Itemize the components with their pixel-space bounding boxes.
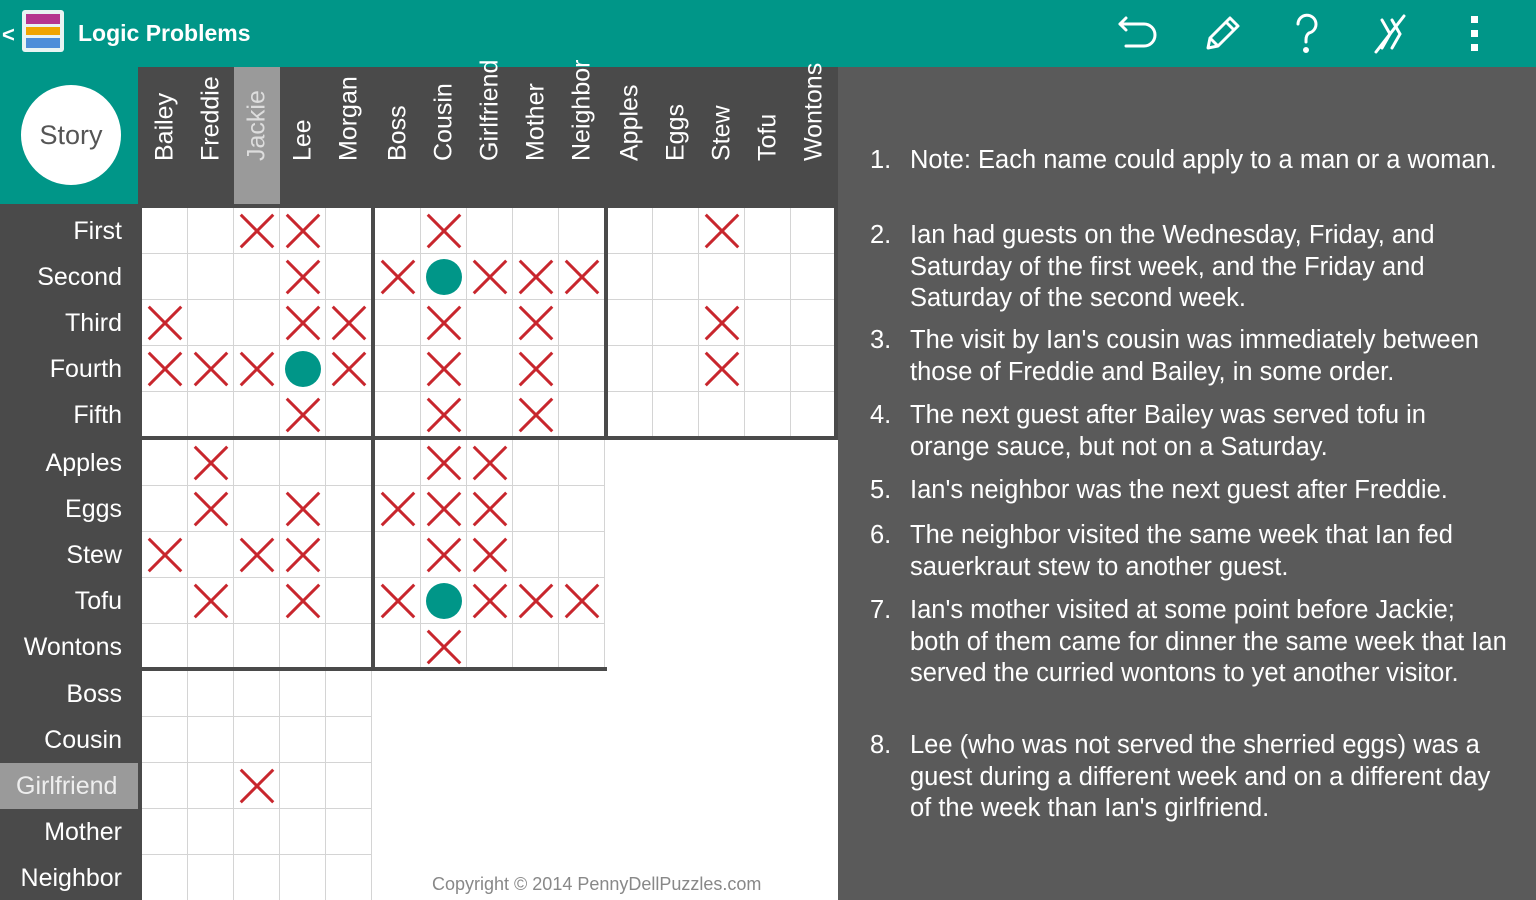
grid-cell[interactable]: [326, 440, 372, 486]
grid-cell[interactable]: [513, 300, 559, 346]
grid-cell[interactable]: [607, 208, 653, 254]
grid-cell[interactable]: [467, 254, 513, 300]
grid-cell[interactable]: [188, 763, 234, 809]
grid-cell[interactable]: [607, 300, 653, 346]
grid-cell[interactable]: [513, 486, 559, 532]
grid-cell[interactable]: [234, 254, 280, 300]
grid-cell[interactable]: [188, 624, 234, 670]
grid-cell[interactable]: [559, 532, 605, 578]
grid-cell[interactable]: [745, 300, 791, 346]
grid-cell[interactable]: [513, 254, 559, 300]
x-mark: [375, 254, 420, 299]
grid-cell[interactable]: [421, 254, 467, 300]
grid-cell[interactable]: [188, 392, 234, 438]
grid-cell[interactable]: [234, 717, 280, 763]
x-mark: [559, 578, 604, 623]
grid-cell[interactable]: [326, 532, 372, 578]
x-mark: [142, 532, 187, 577]
x-mark: [280, 208, 325, 253]
grid-cell[interactable]: [421, 346, 467, 392]
grid-cell[interactable]: [188, 346, 234, 392]
column-header-label: Apples: [615, 84, 644, 161]
grid-cell[interactable]: [699, 346, 745, 392]
clue-text: The next guest after Bailey was served tofu in orange sauce, but not on a Saturday.: [910, 401, 1426, 461]
grid-cell[interactable]: [234, 440, 280, 486]
clue-number: 2.: [870, 221, 892, 249]
x-mark: [234, 208, 279, 253]
grid-cell[interactable]: [653, 254, 699, 300]
grid-cell[interactable]: [559, 578, 605, 624]
column-header-label: Mother: [521, 83, 550, 161]
grid-cell[interactable]: [375, 486, 421, 532]
column-header-girlfriend[interactable]: [467, 59, 513, 208]
grid-cell[interactable]: [513, 578, 559, 624]
column-header-tofu[interactable]: [745, 67, 791, 208]
grid-cell[interactable]: [142, 300, 188, 346]
grid-cell[interactable]: [791, 208, 837, 254]
x-mark: [375, 578, 420, 623]
grid-cell[interactable]: [699, 208, 745, 254]
grid-cell[interactable]: [280, 578, 326, 624]
x-mark: [421, 532, 466, 577]
grid-cell[interactable]: [188, 440, 234, 486]
grid-cell[interactable]: [421, 486, 467, 532]
grid-cell[interactable]: [326, 809, 372, 855]
grid-cell[interactable]: [234, 624, 280, 670]
column-header-label: Bailey: [150, 92, 179, 161]
grid-cell[interactable]: [280, 440, 326, 486]
grid-cell[interactable]: [142, 763, 188, 809]
grid-cell[interactable]: [467, 300, 513, 346]
x-mark: [421, 300, 466, 345]
column-header-label: Morgan: [334, 76, 363, 161]
grid-cell[interactable]: [142, 809, 188, 855]
grid-cell[interactable]: [421, 624, 467, 670]
grid-cell[interactable]: [234, 855, 280, 900]
grid-cell[interactable]: [375, 300, 421, 346]
grid-cell[interactable]: [791, 254, 837, 300]
column-header-label: Cousin: [429, 83, 458, 161]
grid-cell[interactable]: [699, 392, 745, 438]
column-header-label: Girlfriend: [475, 59, 504, 161]
grid-cell[interactable]: [280, 392, 326, 438]
grid-cell[interactable]: [280, 717, 326, 763]
grid-cell[interactable]: [745, 392, 791, 438]
grid-cell[interactable]: [326, 624, 372, 670]
grid-cell[interactable]: [467, 208, 513, 254]
x-mark: [280, 254, 325, 299]
grid-cell[interactable]: [791, 346, 837, 392]
x-mark: [467, 486, 512, 531]
app-logo-icon[interactable]: [22, 10, 64, 52]
grid-cell[interactable]: [513, 532, 559, 578]
column-header-label: Stew: [707, 105, 736, 161]
story-button[interactable]: Story: [21, 85, 121, 185]
row-header-mother[interactable]: Mother: [0, 809, 142, 855]
x-mark: [188, 440, 233, 485]
row-header-cousin[interactable]: Cousin: [0, 717, 142, 763]
grid-cell[interactable]: [142, 578, 188, 624]
grid-cell[interactable]: [375, 208, 421, 254]
column-header-label: Jackie: [242, 90, 271, 161]
app-bar: [0, 0, 1536, 67]
x-mark: [699, 300, 744, 345]
app-title: Logic Problems: [78, 20, 251, 46]
row-header-boss[interactable]: Boss: [0, 671, 142, 717]
grid-cell[interactable]: [234, 486, 280, 532]
grid-cell[interactable]: [188, 486, 234, 532]
grid-cell[interactable]: [326, 671, 372, 717]
x-mark: [699, 208, 744, 253]
clue-text: Lee (who was not served the sherried eggs) was a guest during a different week and on a different day of the week than Ian's girlfriend.: [910, 731, 1491, 822]
grid-cell[interactable]: [234, 346, 280, 392]
grid-cell[interactable]: [280, 671, 326, 717]
clue-text: Note: Each name could apply to a man or a woman.: [910, 146, 1497, 174]
grid-cell[interactable]: [142, 254, 188, 300]
grid-cell[interactable]: [188, 300, 234, 346]
overflow-menu-icon[interactable]: [1452, 10, 1500, 58]
x-mark: [421, 346, 466, 391]
x-mark: [280, 392, 325, 437]
story-area: [0, 67, 142, 208]
grid-cell[interactable]: [326, 486, 372, 532]
column-header-lee[interactable]: [280, 67, 326, 208]
grid-cell[interactable]: [142, 532, 188, 578]
x-mark: [142, 346, 187, 391]
grid-cell[interactable]: [326, 254, 372, 300]
x-mark: [467, 532, 512, 577]
grid-cell[interactable]: [559, 346, 605, 392]
row-header-girlfriend[interactable]: Girlfriend: [0, 763, 142, 809]
clue-number: 6.: [870, 521, 892, 549]
grid-cell[interactable]: [188, 578, 234, 624]
column-header-neighbor[interactable]: [559, 59, 605, 208]
x-mark: [280, 578, 325, 623]
grid-cell[interactable]: [280, 763, 326, 809]
grid-divider: [371, 67, 375, 671]
dot-mark: [426, 259, 462, 295]
grid-cell[interactable]: [142, 346, 188, 392]
row-header-stew[interactable]: Stew: [0, 532, 142, 578]
row-header-apples[interactable]: Apples: [0, 440, 142, 486]
grid-cell[interactable]: [142, 392, 188, 438]
grid-cell[interactable]: [699, 300, 745, 346]
grid-cell[interactable]: [375, 346, 421, 392]
row-header-neighbor[interactable]: Neighbor: [0, 855, 142, 900]
grid-cell[interactable]: [421, 440, 467, 486]
clue-panel: [838, 67, 1536, 900]
help-icon[interactable]: [1283, 10, 1331, 58]
grid-cell[interactable]: [653, 392, 699, 438]
grid-cell[interactable]: [280, 300, 326, 346]
grid-cell[interactable]: [467, 486, 513, 532]
clue-number: 5.: [870, 476, 892, 504]
x-mark: [142, 300, 187, 345]
clue-text: Ian's mother visited at some point before Jackie; both of them came for dinner the same week that Ian served the curried wontons to yet another visitor.: [910, 596, 1507, 687]
grid-cell[interactable]: [745, 208, 791, 254]
grid-cell[interactable]: [559, 392, 605, 438]
grid-cell[interactable]: [421, 208, 467, 254]
grid-cell[interactable]: [188, 254, 234, 300]
clue-text: Ian's neighbor was the next guest after Freddie.: [910, 476, 1448, 504]
column-header-cousin[interactable]: [421, 67, 467, 208]
clue-text: The neighbor visited the same week that Ian fed sauerkraut stew to another guest.: [910, 521, 1453, 581]
grid-cell[interactable]: [559, 300, 605, 346]
grid-cell[interactable]: [142, 671, 188, 717]
grid-cell[interactable]: [375, 624, 421, 670]
x-mark: [234, 532, 279, 577]
undo-icon[interactable]: [1112, 10, 1160, 58]
grid-cell[interactable]: [280, 254, 326, 300]
grid-cell[interactable]: [653, 346, 699, 392]
grid-cell[interactable]: [280, 809, 326, 855]
grid-cell[interactable]: [467, 440, 513, 486]
logic-grid: [0, 59, 838, 900]
copyright-text: Copyright © 2014 PennyDellPuzzles.com: [432, 874, 762, 894]
row-header-first[interactable]: First: [0, 208, 142, 254]
grid-cell[interactable]: [375, 254, 421, 300]
grid-cell[interactable]: [188, 208, 234, 254]
grid-cell[interactable]: [559, 624, 605, 670]
grid-cell[interactable]: [326, 208, 372, 254]
grid-cell[interactable]: [513, 440, 559, 486]
grid-cell[interactable]: [467, 532, 513, 578]
grid-cell[interactable]: [513, 208, 559, 254]
row-header-second[interactable]: Second: [0, 254, 142, 300]
grid-cell[interactable]: [142, 440, 188, 486]
grid-cell[interactable]: [513, 392, 559, 438]
grid-cell[interactable]: [559, 208, 605, 254]
grid-divider: [0, 204, 838, 208]
x-mark: [513, 254, 558, 299]
grid-cell[interactable]: [234, 763, 280, 809]
x-mark: [421, 208, 466, 253]
grid-cell[interactable]: [326, 392, 372, 438]
grid-cell[interactable]: [421, 532, 467, 578]
grid-cell[interactable]: [653, 208, 699, 254]
grid-cell[interactable]: [559, 440, 605, 486]
dot-mark: [285, 351, 321, 387]
column-header-boss[interactable]: [375, 67, 421, 208]
grid-cell[interactable]: [142, 624, 188, 670]
grid-cell[interactable]: [607, 346, 653, 392]
row-header-third[interactable]: Third: [0, 300, 142, 346]
x-mark: [513, 346, 558, 391]
grid-cell[interactable]: [234, 671, 280, 717]
grid-cell[interactable]: [559, 254, 605, 300]
row-header-tofu[interactable]: Tofu: [0, 578, 142, 624]
grid-cell[interactable]: [513, 346, 559, 392]
grid-cell[interactable]: [513, 624, 559, 670]
grid-cell[interactable]: [375, 392, 421, 438]
row-header-wontons[interactable]: Wontons: [0, 624, 142, 670]
x-mark: [513, 392, 558, 437]
grid-cell[interactable]: [421, 578, 467, 624]
grid-cell[interactable]: [188, 532, 234, 578]
x-mark: [326, 300, 371, 345]
grid-cell[interactable]: [791, 300, 837, 346]
grid-cell[interactable]: [280, 532, 326, 578]
grid-cell[interactable]: [234, 532, 280, 578]
x-mark: [559, 254, 604, 299]
grid-divider: [0, 667, 607, 671]
grid-cell[interactable]: [280, 208, 326, 254]
grid-cell[interactable]: [142, 208, 188, 254]
grid-cell[interactable]: [421, 300, 467, 346]
column-header-morgan[interactable]: [326, 67, 372, 208]
grid-cell[interactable]: [280, 855, 326, 900]
column-header-label: Lee: [288, 119, 317, 161]
grid-cell[interactable]: [280, 624, 326, 670]
grid-cell[interactable]: [745, 346, 791, 392]
grid-cell[interactable]: [234, 208, 280, 254]
row-header-eggs[interactable]: Eggs: [0, 486, 142, 532]
clue-number: 8.: [870, 731, 892, 759]
grid-cell[interactable]: [234, 578, 280, 624]
grid-cell[interactable]: [234, 809, 280, 855]
x-mark: [513, 578, 558, 623]
grid-cell[interactable]: [791, 392, 837, 438]
grid-cell[interactable]: [607, 254, 653, 300]
clue-number: 1.: [870, 146, 892, 174]
grid-cell[interactable]: [234, 392, 280, 438]
x-mark: [421, 440, 466, 485]
row-header-fourth[interactable]: Fourth: [0, 346, 142, 392]
grid-divider: [138, 67, 142, 900]
column-header-label: Eggs: [661, 104, 690, 161]
column-header-eggs[interactable]: [653, 67, 699, 208]
pencil-icon[interactable]: [1198, 10, 1246, 58]
grid-cell[interactable]: [653, 300, 699, 346]
grid-cell[interactable]: [280, 486, 326, 532]
grid-cell[interactable]: [326, 300, 372, 346]
grid-cell[interactable]: [699, 254, 745, 300]
x-mark: [699, 346, 744, 391]
column-header-label: Wontons: [799, 62, 828, 161]
x-mark: [467, 254, 512, 299]
column-header-jackie[interactable]: [234, 67, 280, 208]
clue-number: 4.: [870, 401, 892, 429]
x-mark: [188, 346, 233, 391]
x-mark: [421, 486, 466, 531]
dot-mark: [426, 583, 462, 619]
no-hint-icon[interactable]: [1366, 10, 1414, 58]
grid-cell[interactable]: [234, 300, 280, 346]
grid-cell[interactable]: [467, 578, 513, 624]
grid-cell[interactable]: [607, 392, 653, 438]
grid-cell[interactable]: [467, 392, 513, 438]
grid-cell[interactable]: [375, 578, 421, 624]
grid-cell[interactable]: [142, 486, 188, 532]
grid-divider: [604, 67, 608, 440]
grid-cell[interactable]: [745, 254, 791, 300]
x-mark: [280, 532, 325, 577]
grid-cell[interactable]: [326, 855, 372, 900]
column-header-freddie[interactable]: [188, 67, 234, 208]
x-mark: [421, 392, 466, 437]
column-header-stew[interactable]: [699, 67, 745, 208]
x-mark: [280, 300, 325, 345]
x-mark: [375, 486, 420, 531]
clue-text: Ian had guests on the Wednesday, Friday, and Saturday of the first week, and the Friday and Saturday of the second week.: [910, 221, 1435, 312]
grid-cell[interactable]: [467, 624, 513, 670]
clue-text: The visit by Ian's cousin was immediately between those of Freddie and Bailey, in some order.: [910, 326, 1479, 386]
grid-cell[interactable]: [326, 578, 372, 624]
grid-cell[interactable]: [188, 671, 234, 717]
x-mark: [421, 624, 466, 669]
column-header-label: Boss: [383, 105, 412, 161]
column-header-bailey[interactable]: [142, 67, 188, 208]
column-header-mother[interactable]: [513, 67, 559, 208]
column-header-label: Freddie: [196, 76, 225, 161]
grid-cell[interactable]: [142, 855, 188, 900]
grid-cell[interactable]: [375, 440, 421, 486]
grid-cell[interactable]: [467, 346, 513, 392]
back-button[interactable]: <: [2, 22, 15, 47]
x-mark: [234, 346, 279, 391]
grid-cell[interactable]: [326, 346, 372, 392]
column-header-apples[interactable]: [607, 67, 653, 208]
row-header-fifth[interactable]: Fifth: [0, 392, 142, 438]
x-mark: [326, 346, 371, 391]
x-mark: [467, 578, 512, 623]
grid-cell[interactable]: [280, 346, 326, 392]
grid-cell[interactable]: [326, 717, 372, 763]
grid-cell[interactable]: [142, 717, 188, 763]
grid-cell[interactable]: [559, 486, 605, 532]
grid-cell[interactable]: [188, 809, 234, 855]
grid-cell[interactable]: [421, 392, 467, 438]
x-mark: [467, 440, 512, 485]
x-mark: [234, 763, 279, 808]
grid-cell[interactable]: [326, 763, 372, 809]
x-mark: [188, 578, 233, 623]
x-mark: [513, 300, 558, 345]
x-mark: [280, 486, 325, 531]
grid-cell[interactable]: [188, 717, 234, 763]
x-mark: [188, 486, 233, 531]
column-header-label: Tofu: [753, 113, 782, 161]
clue-number: 7.: [870, 596, 892, 624]
grid-cell[interactable]: [375, 532, 421, 578]
grid-divider: [0, 436, 838, 440]
grid-cell[interactable]: [188, 855, 234, 900]
column-header-wontons[interactable]: [791, 62, 837, 208]
column-header-label: Neighbor: [567, 59, 596, 161]
clue-number: 3.: [870, 326, 892, 354]
